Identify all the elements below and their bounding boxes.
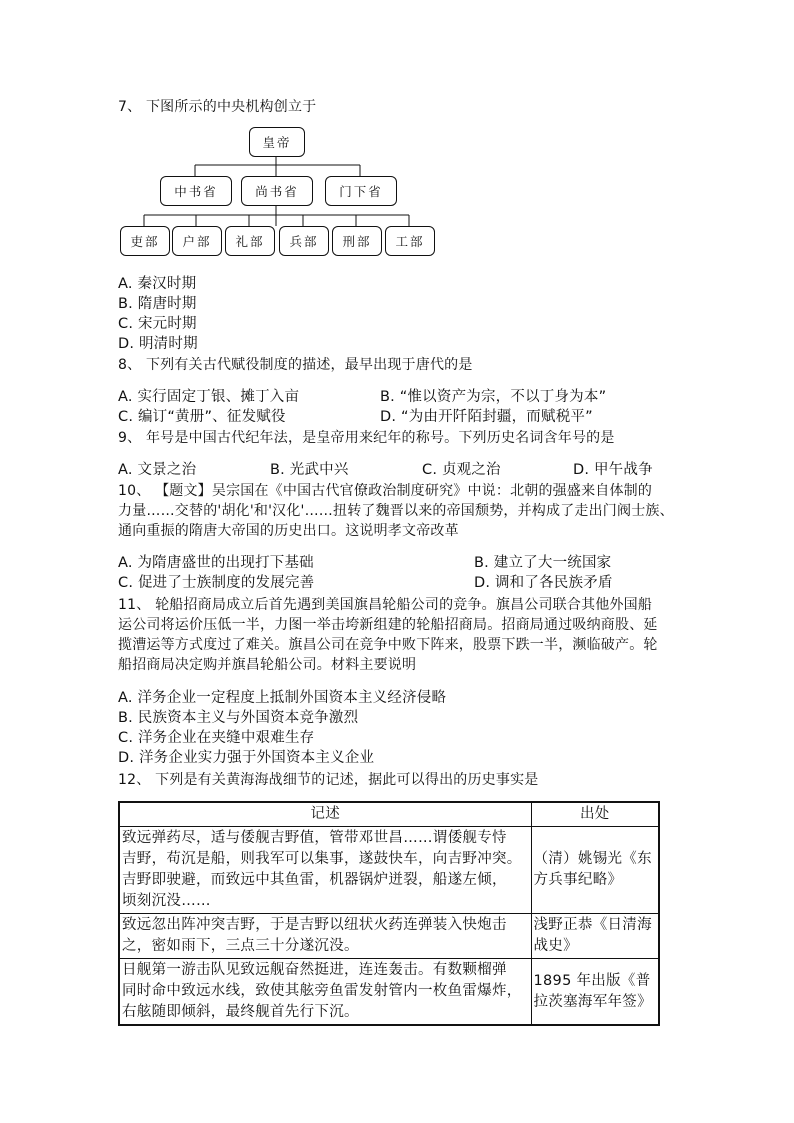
q7-option-c[interactable]: C. 宋元时期 [118, 316, 197, 332]
q8-option-b[interactable]: B. “惟以资产为宗，不以丁身为本” [380, 389, 607, 405]
org-box-li-bu-rites: 礼部 [225, 226, 275, 256]
q12-stem: 12、 下列是有关黄海海战细节的记述，据此可以得出的历史事实是 [118, 772, 539, 788]
q10-option-a[interactable]: A. 为隋唐盛世的出现打下基础 [118, 555, 314, 571]
org-box-shangshu: 尚书省 [241, 176, 313, 206]
q8-option-c[interactable]: C. 编订“黄册”、征发赋役 [118, 409, 286, 425]
org-box-zhongshu: 中书省 [160, 176, 232, 206]
q9-option-b[interactable]: B. 光武中兴 [270, 462, 349, 478]
record-cell: 日舰第一游击队见致远舰奋然挺进，连连轰击。有数颗榴弹 同时命中致远水线，致使其舷旁鱼雷发射管内一枚鱼雷爆炸， 右舷随即倾斜，最终舰首先行下沉。 [119, 959, 531, 1026]
q10-option-b[interactable]: B. 建立了大一统国家 [474, 555, 612, 571]
q11-stem-line-2: 运公司将运价压低一半，力图一举击垮新组建的轮船招商局。招商局通过吸纳商股、延 [118, 617, 658, 633]
q10-stem-line-2: 力量……交替的'胡化'和'汉化'……扭转了魏晋以来的帝国颓势，并构成了走出门阀士族、 [118, 503, 674, 519]
org-box-hu-bu: 户部 [172, 226, 222, 256]
haizhan-records-table [118, 801, 660, 1026]
q10-option-c[interactable]: C. 促进了士族制度的发展完善 [118, 575, 315, 591]
q11-option-a[interactable]: A. 洋务企业一定程度上抵制外国资本主义经济侵略 [118, 690, 447, 706]
table-header-row [119, 802, 659, 827]
record-cell: 致远忽出阵冲突吉野，于是吉野以纽状火药连弹装入快炮击 之，密如雨下，三点三十分遂沉没。 [119, 914, 531, 959]
q9-stem: 9、 年号是中国古代纪年法，是皇帝用来纪年的称号。下列历史名词含年号的是 [118, 430, 615, 446]
q8-stem: 8、 下列有关古代赋役制度的描述，最早出现于唐代的是 [118, 357, 473, 373]
q11-option-d[interactable]: D. 洋务企业实力强于外国资本主义企业 [118, 750, 375, 766]
record-cell: 致远弹药尽，适与倭舰吉野值，管带邓世昌……谓倭舰专恃 吉野，苟沉是船，则我军可以集事，遂鼓快车，向吉野冲突。 吉野即驶避，而致远中其鱼雷，机器锅炉迸裂，船遂左倾， 顷刻沉没…… [119, 827, 531, 914]
q9-option-a[interactable]: A. 文景之治 [118, 462, 197, 478]
source-cell: 1895 年出版《普 拉茨塞海军年签》 [531, 959, 659, 1026]
q11-option-c[interactable]: C. 洋务企业在夹缝中艰难生存 [118, 730, 315, 746]
org-box-xing-bu: 刑部 [332, 226, 382, 256]
q11-option-b[interactable]: B. 民族资本主义与外国资本竞争激烈 [118, 710, 359, 726]
q10-option-d[interactable]: D. 调和了各民族矛盾 [474, 575, 613, 591]
org-box-li-bu: 吏部 [120, 226, 170, 256]
q9-option-c[interactable]: C. 贞观之治 [422, 462, 501, 478]
org-box-gong-bu: 工部 [385, 226, 435, 256]
q7-option-b[interactable]: B. 隋唐时期 [118, 296, 197, 312]
table-row [119, 827, 659, 914]
q9-option-d[interactable]: D. 甲午战争 [573, 462, 653, 478]
q7-option-d[interactable]: D. 明清时期 [118, 336, 198, 352]
q8-option-d[interactable]: D. “为由开阡陌封疆，而赋税平” [380, 409, 593, 425]
q10-stem-line-3: 通向重振的隋唐大帝国的历史出口。这说明孝文帝改革 [118, 523, 459, 539]
table-row [119, 914, 659, 959]
q8-option-a[interactable]: A. 实行固定丁银、摊丁入亩 [118, 389, 300, 405]
q11-stem-line-4: 船招商局决定购并旗昌轮船公司。材料主要说明 [118, 657, 417, 673]
column-header-record: 记述 [119, 802, 531, 827]
org-box-emperor: 皇帝 [249, 127, 305, 157]
org-box-menxia: 门下省 [325, 176, 397, 206]
q7-option-a[interactable]: A. 秦汉时期 [118, 276, 197, 292]
column-header-source: 出处 [531, 802, 659, 827]
source-cell: 浅野正恭《日清海 战史》 [531, 914, 659, 959]
q7-stem: 7、 下图所示的中央机构创立于 [118, 99, 317, 115]
table-row [119, 959, 659, 1026]
source-cell: （清）姚锡光《东 方兵事纪略》 [531, 827, 659, 914]
q11-stem-line-1: 11、 轮船招商局成立后首先遇到美国旗昌轮船公司的竞争。旗昌公司联合其他外国船 [118, 597, 653, 613]
q11-stem-line-3: 揽漕运等方式度过了难关。旗昌公司在竞争中败下阵来，股票下跌一半，濒临破产。轮 [118, 637, 658, 653]
org-box-bing-bu: 兵部 [279, 226, 329, 256]
q10-stem-line-1: 10、 【题文】吴宗国在《中国古代官僚政治制度研究》中说：北朝的强盛来自体制的 [118, 483, 653, 499]
